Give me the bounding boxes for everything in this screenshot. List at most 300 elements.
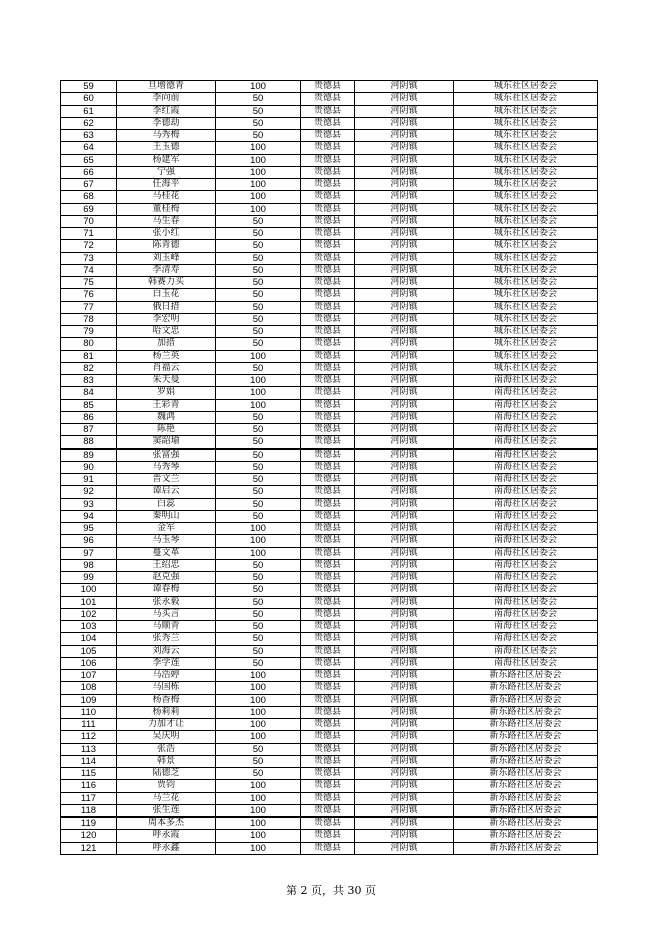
amount-cell: 100 [216, 179, 301, 191]
person-name-cell: 杨建军 [117, 154, 216, 166]
table-row [61, 362, 598, 374]
county-cell: 贵德县 [301, 301, 355, 313]
community-cell: 新东路社区居委会 [454, 830, 598, 842]
amount-cell: 50 [216, 498, 301, 510]
row-number-cell: 104 [61, 633, 117, 645]
row-number-cell: 117 [61, 792, 117, 804]
town-cell: 河阴镇 [355, 474, 454, 486]
person-name-cell: 马买言 [117, 608, 216, 620]
amount-cell: 100 [216, 804, 301, 817]
county-cell: 贵德县 [301, 228, 355, 240]
person-name-cell: 李清寿 [117, 264, 216, 276]
community-cell: 城东社区居委会 [454, 289, 598, 301]
amount-cell: 100 [216, 792, 301, 804]
table-row [61, 559, 598, 571]
amount-cell: 100 [216, 81, 301, 93]
person-name-cell: 哈文忠 [117, 326, 216, 338]
row-number-cell: 91 [61, 474, 117, 486]
county-cell: 贵德县 [301, 510, 355, 522]
row-number-cell: 119 [61, 817, 117, 830]
amount-cell: 50 [216, 411, 301, 423]
community-cell: 南海社区居委会 [454, 584, 598, 596]
community-cell: 城东社区居委会 [454, 203, 598, 215]
town-cell: 河阴镇 [355, 804, 454, 817]
person-name-cell: 张小红 [117, 228, 216, 240]
amount-cell: 50 [216, 240, 301, 252]
community-cell: 城东社区居委会 [454, 166, 598, 178]
community-cell: 南海社区居委会 [454, 657, 598, 669]
table-row [61, 215, 598, 227]
county-cell: 贵德县 [301, 449, 355, 462]
county-cell: 贵德县 [301, 105, 355, 117]
county-cell: 贵德县 [301, 804, 355, 817]
community-cell: 南海社区居委会 [454, 596, 598, 608]
table-row [61, 81, 598, 93]
county-cell: 贵德县 [301, 559, 355, 571]
row-number-cell: 100 [61, 584, 117, 596]
amount-cell: 100 [216, 142, 301, 154]
county-cell: 贵德县 [301, 792, 355, 804]
community-cell: 南海社区居委会 [454, 559, 598, 571]
town-cell: 河阴镇 [355, 572, 454, 584]
town-cell: 河阴镇 [355, 792, 454, 804]
table-row [61, 117, 598, 129]
person-name-cell: 陆德芝 [117, 768, 216, 780]
amount-cell: 50 [216, 449, 301, 462]
row-number-cell: 59 [61, 81, 117, 93]
table-row [61, 179, 598, 191]
town-cell: 河阴镇 [355, 547, 454, 559]
town-cell: 河阴镇 [355, 191, 454, 203]
row-number-cell: 76 [61, 289, 117, 301]
person-name-cell: 李向前 [117, 93, 216, 105]
amount-cell: 100 [216, 706, 301, 718]
person-name-cell: 刘玉峰 [117, 252, 216, 264]
person-name-cell: 马顺青 [117, 621, 216, 633]
person-name-cell: 李学莲 [117, 657, 216, 669]
row-number-cell: 111 [61, 719, 117, 731]
community-cell: 南海社区居委会 [454, 510, 598, 522]
row-number-cell: 115 [61, 768, 117, 780]
table-row [61, 461, 598, 473]
amount-cell: 50 [216, 768, 301, 780]
county-cell: 贵德县 [301, 142, 355, 154]
town-cell: 河阴镇 [355, 645, 454, 657]
county-cell: 贵德县 [301, 547, 355, 559]
town-cell: 河阴镇 [355, 584, 454, 596]
community-cell: 南海社区居委会 [454, 608, 598, 620]
county-cell: 贵德县 [301, 215, 355, 227]
town-cell: 河阴镇 [355, 130, 454, 142]
row-number-cell: 98 [61, 559, 117, 571]
amount-cell: 50 [216, 461, 301, 473]
amount-cell: 50 [216, 621, 301, 633]
row-number-cell: 105 [61, 645, 117, 657]
county-cell: 贵德县 [301, 780, 355, 792]
row-number-cell: 87 [61, 424, 117, 436]
community-cell: 南海社区居委会 [454, 645, 598, 657]
town-cell: 河阴镇 [355, 215, 454, 227]
county-cell: 贵德县 [301, 350, 355, 362]
town-cell: 河阴镇 [355, 154, 454, 166]
town-cell: 河阴镇 [355, 240, 454, 252]
table-row [61, 264, 598, 276]
town-cell: 河阴镇 [355, 621, 454, 633]
amount-cell: 100 [216, 166, 301, 178]
row-number-cell: 102 [61, 608, 117, 620]
amount-cell: 50 [216, 228, 301, 240]
person-name-cell: 赵克强 [117, 572, 216, 584]
community-cell: 城东社区居委会 [454, 154, 598, 166]
county-cell: 贵德县 [301, 486, 355, 498]
county-cell: 贵德县 [301, 694, 355, 706]
table-row [61, 694, 598, 706]
table-row [61, 375, 598, 387]
county-cell: 贵德县 [301, 154, 355, 166]
amount-cell: 50 [216, 301, 301, 313]
table-row [61, 277, 598, 289]
community-cell: 城东社区居委会 [454, 215, 598, 227]
person-name-cell: 呼永霞 [117, 830, 216, 842]
person-name-cell: 韩赛力买 [117, 277, 216, 289]
table-row [61, 424, 598, 436]
county-cell: 贵德县 [301, 411, 355, 423]
person-name-cell: 马桂花 [117, 191, 216, 203]
county-cell: 贵德县 [301, 313, 355, 325]
amount-cell: 50 [216, 215, 301, 227]
table-row [61, 191, 598, 203]
community-cell: 新东路社区居委会 [454, 817, 598, 830]
table-row [61, 731, 598, 743]
community-cell: 南海社区居委会 [454, 436, 598, 449]
county-cell: 贵德县 [301, 252, 355, 264]
community-cell: 南海社区居委会 [454, 621, 598, 633]
row-number-cell: 88 [61, 436, 117, 449]
town-cell: 河阴镇 [355, 179, 454, 191]
table-row [61, 768, 598, 780]
person-name-cell: 张生莲 [117, 804, 216, 817]
town-cell: 河阴镇 [355, 313, 454, 325]
county-cell: 贵德县 [301, 461, 355, 473]
county-cell: 贵德县 [301, 817, 355, 830]
county-cell: 贵德县 [301, 706, 355, 718]
community-cell: 新东路社区居委会 [454, 804, 598, 817]
community-cell: 南海社区居委会 [454, 411, 598, 423]
community-cell: 南海社区居委会 [454, 498, 598, 510]
town-cell: 河阴镇 [355, 449, 454, 462]
town-cell: 河阴镇 [355, 387, 454, 399]
row-number-cell: 74 [61, 264, 117, 276]
row-number-cell: 107 [61, 670, 117, 682]
amount-cell: 50 [216, 584, 301, 596]
person-name-cell: 马玉琴 [117, 535, 216, 547]
amount-cell: 100 [216, 523, 301, 535]
table-row [61, 313, 598, 325]
row-number-cell: 73 [61, 252, 117, 264]
amount-cell: 50 [216, 264, 301, 276]
row-number-cell: 97 [61, 547, 117, 559]
town-cell: 河阴镇 [355, 252, 454, 264]
table-row [61, 436, 598, 449]
town-cell: 河阴镇 [355, 142, 454, 154]
county-cell: 贵德县 [301, 743, 355, 755]
town-cell: 河阴镇 [355, 596, 454, 608]
row-number-cell: 95 [61, 523, 117, 535]
amount-cell: 50 [216, 338, 301, 350]
community-cell: 城东社区居委会 [454, 301, 598, 313]
row-number-cell: 65 [61, 154, 117, 166]
county-cell: 贵德县 [301, 830, 355, 842]
row-number-cell: 93 [61, 498, 117, 510]
amount-cell: 50 [216, 596, 301, 608]
amount-cell: 50 [216, 117, 301, 129]
amount-cell: 50 [216, 252, 301, 264]
county-cell: 贵德县 [301, 289, 355, 301]
amount-cell: 50 [216, 474, 301, 486]
table-body [61, 81, 598, 855]
person-name-cell: 王彩青 [117, 399, 216, 411]
table-row [61, 633, 598, 645]
person-name-cell: 白玉花 [117, 289, 216, 301]
amount-cell: 50 [216, 436, 301, 449]
community-cell: 新东路社区居委会 [454, 731, 598, 743]
county-cell: 贵德县 [301, 768, 355, 780]
row-number-cell: 120 [61, 830, 117, 842]
town-cell: 河阴镇 [355, 535, 454, 547]
county-cell: 贵德县 [301, 572, 355, 584]
table-row [61, 743, 598, 755]
town-cell: 河阴镇 [355, 780, 454, 792]
table-row [61, 706, 598, 718]
county-cell: 贵德县 [301, 645, 355, 657]
person-name-cell: 周本多杰 [117, 817, 216, 830]
county-cell: 贵德县 [301, 731, 355, 743]
community-cell: 城东社区居委会 [454, 338, 598, 350]
person-name-cell: 张秀兰 [117, 633, 216, 645]
amount-cell: 100 [216, 191, 301, 203]
community-cell: 城东社区居委会 [454, 350, 598, 362]
row-number-cell: 81 [61, 350, 117, 362]
person-name-cell: 吴庆明 [117, 731, 216, 743]
county-cell: 贵德县 [301, 436, 355, 449]
table-row [61, 572, 598, 584]
amount-cell: 50 [216, 289, 301, 301]
person-name-cell: 加措 [117, 338, 216, 350]
community-cell: 城东社区居委会 [454, 142, 598, 154]
county-cell: 贵德县 [301, 842, 355, 854]
row-number-cell: 108 [61, 682, 117, 694]
town-cell: 河阴镇 [355, 830, 454, 842]
person-name-cell: 马国栋 [117, 682, 216, 694]
town-cell: 河阴镇 [355, 362, 454, 374]
person-name-cell: 旦增德青 [117, 81, 216, 93]
person-name-cell: 王绍忠 [117, 559, 216, 571]
community-cell: 南海社区居委会 [454, 461, 598, 473]
table-row [61, 142, 598, 154]
community-cell: 城东社区居委会 [454, 117, 598, 129]
row-number-cell: 68 [61, 191, 117, 203]
table-row [61, 817, 598, 830]
table-row [61, 621, 598, 633]
town-cell: 河阴镇 [355, 633, 454, 645]
amount-cell: 100 [216, 399, 301, 411]
person-name-cell: 魏鸿 [117, 411, 216, 423]
person-name-cell: 俄日措 [117, 301, 216, 313]
community-cell: 南海社区居委会 [454, 633, 598, 645]
town-cell: 河阴镇 [355, 657, 454, 669]
county-cell: 贵德县 [301, 117, 355, 129]
amount-cell: 50 [216, 657, 301, 669]
row-number-cell: 118 [61, 804, 117, 817]
town-cell: 河阴镇 [355, 264, 454, 276]
table-row [61, 608, 598, 620]
community-cell: 南海社区居委会 [454, 424, 598, 436]
table-row [61, 535, 598, 547]
amount-cell: 50 [216, 105, 301, 117]
amount-cell: 100 [216, 350, 301, 362]
amount-cell: 50 [216, 645, 301, 657]
row-number-cell: 67 [61, 179, 117, 191]
row-number-cell: 116 [61, 780, 117, 792]
amount-cell: 50 [216, 510, 301, 522]
community-cell: 南海社区居委会 [454, 523, 598, 535]
table-row [61, 301, 598, 313]
table-row [61, 130, 598, 142]
town-cell: 河阴镇 [355, 399, 454, 411]
person-name-cell: 陈艳 [117, 424, 216, 436]
community-cell: 新东路社区居委会 [454, 706, 598, 718]
amount-cell: 50 [216, 572, 301, 584]
community-cell: 南海社区居委会 [454, 375, 598, 387]
table-row [61, 350, 598, 362]
row-number-cell: 103 [61, 621, 117, 633]
town-cell: 河阴镇 [355, 411, 454, 423]
table-row [61, 203, 598, 215]
amount-cell: 50 [216, 326, 301, 338]
row-number-cell: 77 [61, 301, 117, 313]
data-table [60, 80, 598, 855]
person-name-cell: 谭启云 [117, 486, 216, 498]
table-row [61, 596, 598, 608]
community-cell: 新东路社区居委会 [454, 768, 598, 780]
community-cell: 南海社区居委会 [454, 449, 598, 462]
county-cell: 贵德县 [301, 657, 355, 669]
town-cell: 河阴镇 [355, 117, 454, 129]
county-cell: 贵德县 [301, 375, 355, 387]
town-cell: 河阴镇 [355, 694, 454, 706]
county-cell: 贵德县 [301, 755, 355, 767]
community-cell: 城东社区居委会 [454, 252, 598, 264]
town-cell: 河阴镇 [355, 326, 454, 338]
town-cell: 河阴镇 [355, 375, 454, 387]
person-name-cell: 马浩婷 [117, 670, 216, 682]
person-name-cell: 王玉德 [117, 142, 216, 154]
person-name-cell: 陈青德 [117, 240, 216, 252]
row-number-cell: 89 [61, 449, 117, 462]
table-row [61, 780, 598, 792]
county-cell: 贵德县 [301, 670, 355, 682]
row-number-cell: 70 [61, 215, 117, 227]
county-cell: 贵德县 [301, 621, 355, 633]
person-name-cell: 罗娟 [117, 387, 216, 399]
person-name-cell: 张富强 [117, 449, 216, 462]
row-number-cell: 75 [61, 277, 117, 289]
county-cell: 贵德县 [301, 240, 355, 252]
table-row [61, 228, 598, 240]
town-cell: 河阴镇 [355, 510, 454, 522]
amount-cell: 100 [216, 731, 301, 743]
community-cell: 新东路社区居委会 [454, 842, 598, 854]
row-number-cell: 80 [61, 338, 117, 350]
community-cell: 城东社区居委会 [454, 362, 598, 374]
table-row [61, 657, 598, 669]
community-cell: 南海社区居委会 [454, 535, 598, 547]
row-number-cell: 61 [61, 105, 117, 117]
town-cell: 河阴镇 [355, 817, 454, 830]
person-name-cell: 晋文兰 [117, 474, 216, 486]
town-cell: 河阴镇 [355, 301, 454, 313]
row-number-cell: 112 [61, 731, 117, 743]
table-row [61, 289, 598, 301]
town-cell: 河阴镇 [355, 228, 454, 240]
table-row [61, 411, 598, 423]
county-cell: 贵德县 [301, 264, 355, 276]
community-cell: 新东路社区居委会 [454, 792, 598, 804]
community-cell: 城东社区居委会 [454, 277, 598, 289]
community-cell: 城东社区居委会 [454, 264, 598, 276]
community-cell: 城东社区居委会 [454, 93, 598, 105]
community-cell: 城东社区居委会 [454, 228, 598, 240]
amount-cell: 50 [216, 755, 301, 767]
community-cell: 城东社区居委会 [454, 326, 598, 338]
amount-cell: 100 [216, 842, 301, 854]
county-cell: 贵德县 [301, 424, 355, 436]
town-cell: 河阴镇 [355, 424, 454, 436]
person-name-cell: 张永毅 [117, 596, 216, 608]
row-number-cell: 109 [61, 694, 117, 706]
person-name-cell: 董桂梅 [117, 203, 216, 215]
county-cell: 贵德县 [301, 191, 355, 203]
person-name-cell: 李德劫 [117, 117, 216, 129]
row-number-cell: 92 [61, 486, 117, 498]
table-row [61, 755, 598, 767]
community-cell: 南海社区居委会 [454, 572, 598, 584]
town-cell: 河阴镇 [355, 559, 454, 571]
row-number-cell: 106 [61, 657, 117, 669]
county-cell: 贵德县 [301, 596, 355, 608]
table-row [61, 510, 598, 522]
county-cell: 贵德县 [301, 93, 355, 105]
community-cell: 南海社区居委会 [454, 547, 598, 559]
community-cell: 新东路社区居委会 [454, 743, 598, 755]
person-name-cell: 李红霞 [117, 105, 216, 117]
amount-cell: 100 [216, 535, 301, 547]
person-name-cell: 蔓文革 [117, 547, 216, 559]
amount-cell: 50 [216, 93, 301, 105]
table-row [61, 449, 598, 462]
town-cell: 河阴镇 [355, 350, 454, 362]
county-cell: 贵德县 [301, 130, 355, 142]
community-cell: 新东路社区居委会 [454, 780, 598, 792]
row-number-cell: 60 [61, 93, 117, 105]
table-row [61, 547, 598, 559]
town-cell: 河阴镇 [355, 682, 454, 694]
county-cell: 贵德县 [301, 326, 355, 338]
person-name-cell: 刘海云 [117, 645, 216, 657]
amount-cell: 50 [216, 362, 301, 374]
table-row [61, 830, 598, 842]
table-row [61, 387, 598, 399]
